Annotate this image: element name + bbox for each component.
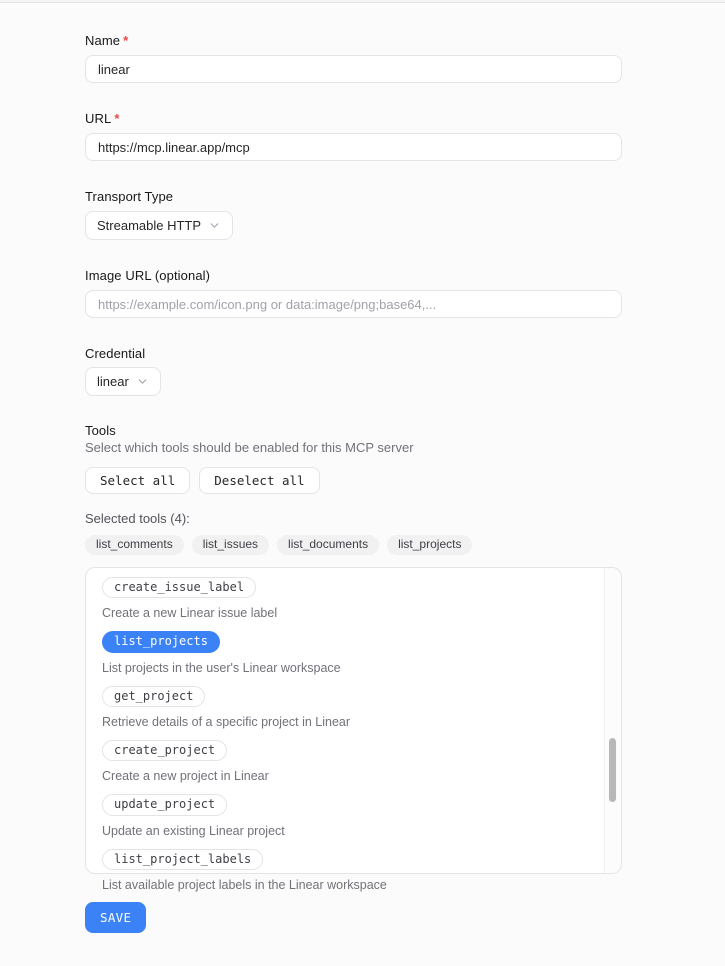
selected-tool-chip-list_documents: list_documents: [277, 535, 379, 555]
selected-tool-chip-list_projects: list_projects: [387, 535, 472, 555]
transport-label: Transport Type: [85, 189, 174, 204]
scrollbar-track[interactable]: [604, 568, 621, 873]
tool-list: [86, 568, 604, 893]
tool-item: [102, 740, 604, 783]
image-url-label: Image URL (optional): [85, 268, 211, 283]
tool-toggle-create_issue_label[interactable]: create_issue_label: [102, 577, 256, 598]
transport-select[interactable]: [85, 211, 233, 240]
tools-section: [85, 423, 622, 893]
tool-list-panel: [85, 567, 622, 893]
selected-tool-chip-list_comments: list_comments: [85, 535, 184, 555]
name-field-group: [85, 33, 622, 83]
tool-toggle-list_project_labels[interactable]: list_project_labels: [102, 849, 263, 870]
deselect-all-button[interactable]: Deselect all: [199, 467, 319, 494]
select-all-button[interactable]: Select all: [85, 467, 190, 494]
scrollbar-thumb[interactable]: [609, 738, 616, 802]
transport-selected-value: Streamable HTTP: [97, 218, 202, 233]
url-input[interactable]: [85, 133, 622, 161]
tool-item: [102, 631, 604, 674]
url-label-text: URL: [85, 111, 112, 126]
tool-item: [102, 686, 604, 729]
tool-item: [102, 794, 604, 837]
tool-description: Create a new Linear issue label: [102, 606, 278, 621]
tool-toggle-list_projects[interactable]: list_projects: [102, 631, 220, 652]
tool-description: List projects in the user's Linear workspace: [102, 660, 341, 675]
tool-toggle-get_project[interactable]: get_project: [102, 686, 205, 707]
tools-bulk-actions: [85, 467, 622, 494]
image-url-input[interactable]: [85, 290, 622, 318]
selected-tools-label: Selected tools (4):: [85, 511, 190, 526]
chevron-down-icon: [208, 219, 221, 232]
tools-description: Select which tools should be enabled for this MCP server: [85, 440, 414, 455]
required-asterisk: *: [123, 33, 129, 48]
credential-selected-value: linear: [97, 374, 129, 389]
name-input[interactable]: [85, 55, 622, 83]
tool-item: [102, 577, 604, 620]
credential-field-group: [85, 346, 622, 396]
tools-label: Tools: [85, 423, 116, 438]
tool-item: [102, 849, 604, 892]
transport-field-group: [85, 189, 622, 240]
tool-description: Create a new project in Linear: [102, 769, 269, 784]
selected-tools-chips: [85, 535, 622, 555]
tool-description: List available project labels in the Linear workspace: [102, 878, 387, 893]
credential-label: Credential: [85, 346, 146, 361]
image-url-field-group: [85, 268, 622, 318]
tool-toggle-create_project[interactable]: create_project: [102, 740, 227, 761]
tool-toggle-update_project[interactable]: update_project: [102, 794, 227, 815]
credential-select[interactable]: [85, 367, 161, 396]
url-field-group: [85, 111, 622, 161]
name-label-text: Name: [85, 33, 121, 48]
required-asterisk: *: [114, 111, 120, 126]
save-button[interactable]: SAVE: [85, 902, 146, 933]
tool-description: Update an existing Linear project: [102, 823, 285, 838]
tool-description: Retrieve details of a specific project in Linear: [102, 714, 351, 729]
mcp-server-form: [85, 3, 622, 966]
name-label: [85, 33, 622, 48]
selected-tool-chip-list_issues: list_issues: [192, 535, 269, 555]
chevron-down-icon: [136, 375, 149, 388]
url-label: [85, 111, 622, 126]
